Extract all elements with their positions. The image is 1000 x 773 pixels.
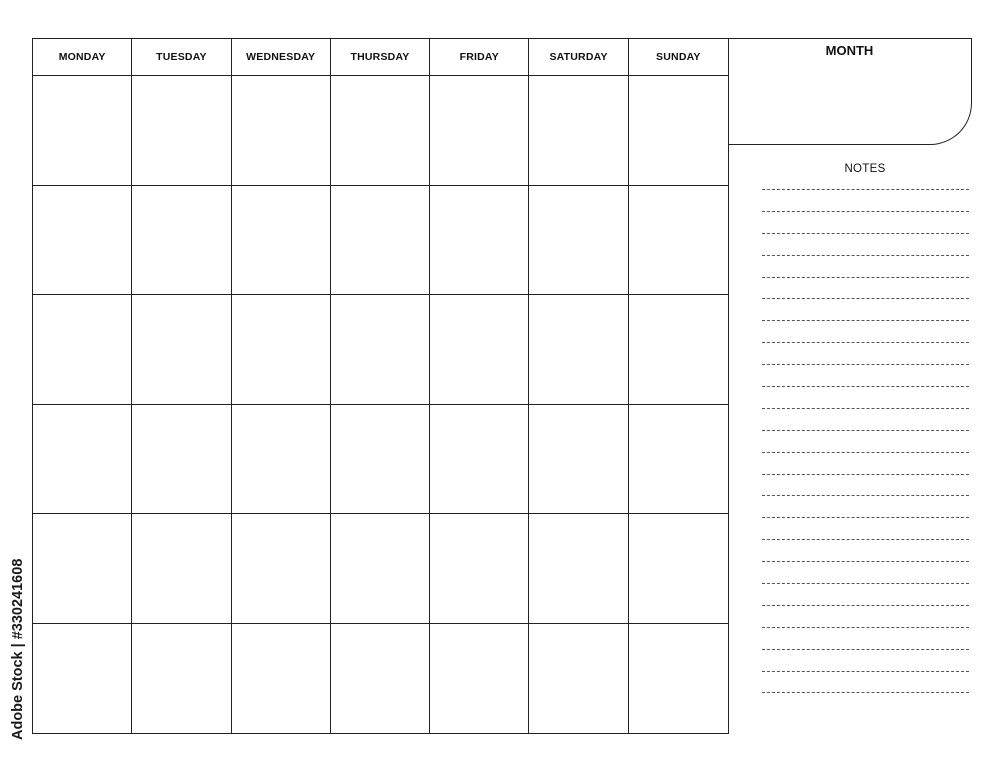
day-cell [132,405,231,515]
note-line [762,517,969,518]
note-line [762,298,969,299]
note-line [762,320,969,321]
month-label: MONTH [825,43,874,58]
day-cell [529,186,628,296]
watermark-text: Adobe Stock | #330241608 [10,558,26,740]
day-cell [132,514,231,624]
note-line [762,430,969,431]
day-cell [529,76,628,186]
day-cell [331,295,430,405]
day-cell [430,295,529,405]
day-cell [232,186,331,296]
note-line [762,539,969,540]
day-cell [232,624,331,734]
weekday-header-tuesday: TUESDAY [132,39,231,75]
day-cell [331,514,430,624]
day-cells [33,76,728,733]
note-line [762,474,969,475]
day-cell [232,295,331,405]
notes-label: NOTES [844,163,886,175]
day-cell [629,186,728,296]
weekday-header-row [33,39,728,76]
day-cell [132,624,231,734]
note-line [762,627,969,628]
notes-lines [762,189,969,714]
day-cell [132,76,231,186]
day-cell [629,405,728,515]
note-line [762,452,969,453]
day-cell [430,76,529,186]
month-box [728,38,972,145]
day-cell [629,295,728,405]
weekday-header-friday: FRIDAY [430,39,529,75]
note-line [762,671,969,672]
weekday-header-monday: MONDAY [33,39,132,75]
note-line [762,583,969,584]
day-cell [33,624,132,734]
day-cell [232,514,331,624]
day-cell [331,405,430,515]
day-cell [529,295,628,405]
day-cell [33,295,132,405]
note-line [762,605,969,606]
day-cell [33,514,132,624]
day-cell [430,186,529,296]
day-cell [629,514,728,624]
day-cell [232,405,331,515]
note-line [762,649,969,650]
day-cell [331,624,430,734]
weekday-header-saturday: SATURDAY [529,39,628,75]
day-cell [430,624,529,734]
note-line [762,561,969,562]
note-line [762,255,969,256]
day-cell [232,76,331,186]
calendar-grid [32,38,729,734]
day-cell [629,76,728,186]
note-line [762,233,969,234]
note-line [762,495,969,496]
day-cell [629,624,728,734]
day-cell [132,186,231,296]
day-cell [331,186,430,296]
note-line [762,408,969,409]
day-cell [430,514,529,624]
day-cell [430,405,529,515]
weekday-header-thursday: THURSDAY [331,39,430,75]
day-cell [529,624,628,734]
day-cell [529,405,628,515]
day-cell [33,186,132,296]
note-line [762,364,969,365]
day-cell [331,76,430,186]
note-line [762,342,969,343]
day-cell [132,295,231,405]
note-line [762,277,969,278]
weekday-header-wednesday: WEDNESDAY [232,39,331,75]
day-cell [529,514,628,624]
note-line [762,386,969,387]
note-line [762,692,969,693]
day-cell [33,405,132,515]
note-line [762,211,969,212]
note-line [762,189,969,190]
weekday-header-sunday: SUNDAY [656,51,701,63]
day-cell [33,76,132,186]
